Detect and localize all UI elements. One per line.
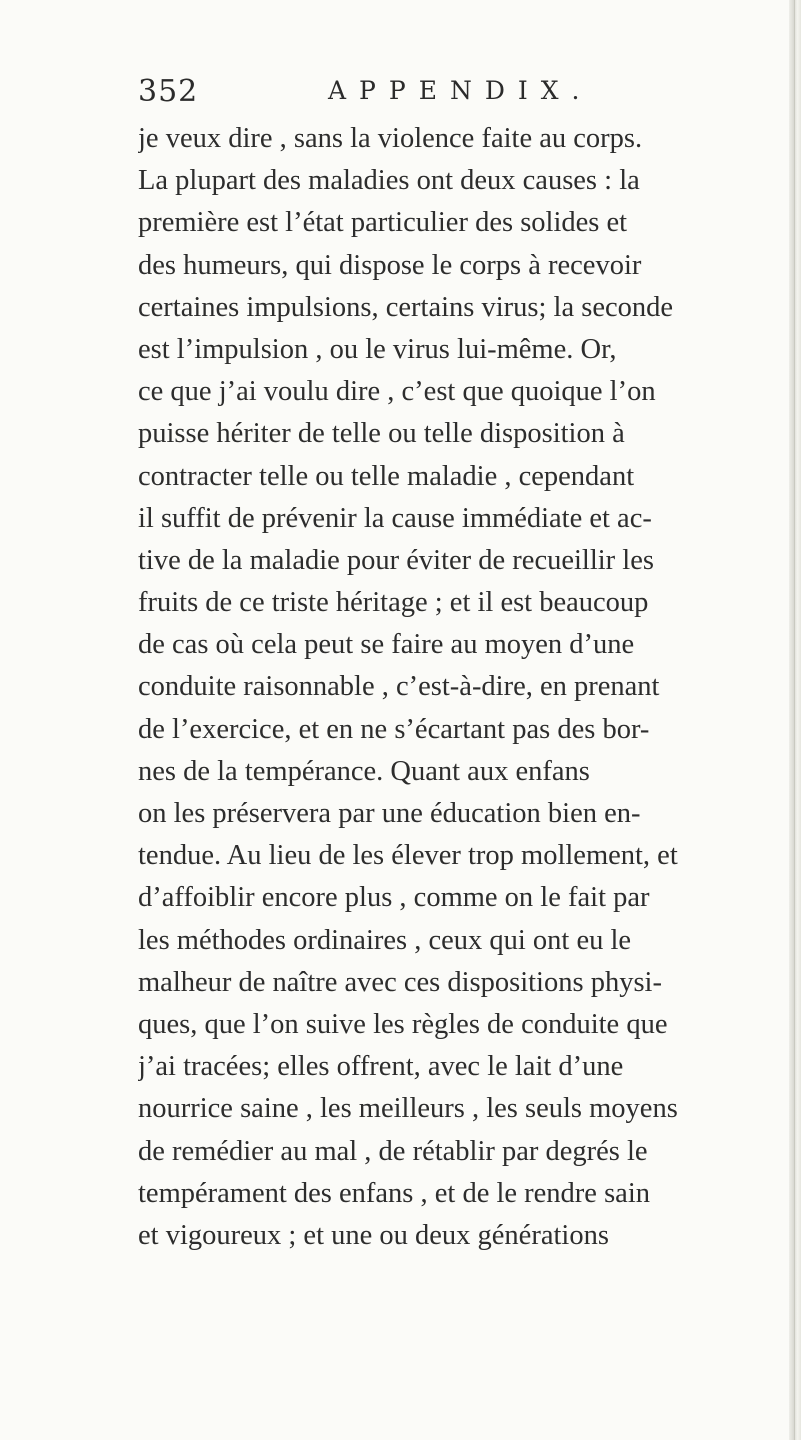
- text-line: est l’impulsion , ou le virus lui-même. Or,: [138, 333, 617, 365]
- text-line: La plupart des maladies ont deux causes : la: [138, 165, 640, 197]
- text-line: on les préservera par une éducation bien en-: [138, 798, 641, 829]
- text-line: nourrice saine , les meilleurs , les seuls moyens: [138, 1093, 678, 1125]
- page-header: [138, 74, 738, 114]
- text-line: nes de la tempérance. Quant aux enfans: [138, 755, 590, 787]
- text-line: d’affoiblir encore plus , comme on le fait par: [138, 882, 650, 914]
- text-line: ques, que l’on suive les règles de conduite que: [138, 1008, 668, 1040]
- text-line: je veux dire , sans la violence faite au corps.: [138, 123, 643, 154]
- text-line: tive de la maladie pour éviter de recueillir les: [138, 544, 654, 576]
- body-text: [138, 118, 790, 1257]
- text-line: puisse hériter de telle ou telle disposition à: [138, 418, 625, 450]
- text-line: malheur de naître avec ces dispositions physi-: [138, 966, 662, 998]
- text-line: de l’exercice, et en ne s’écartant pas des bor-: [138, 713, 650, 745]
- text-line: conduite raisonnable , c’est-à-dire, en prenant: [138, 671, 660, 703]
- text-line: contracter telle ou telle maladie , cependant: [138, 460, 635, 492]
- text-line: de remédier au mal , de rétablir par degrés le: [138, 1135, 648, 1167]
- text-line: j’ai tracées; elles offrent, avec le lait d’une: [138, 1051, 624, 1083]
- text-line: de cas où cela peut se faire au moyen d’une: [138, 629, 635, 661]
- running-head: APPENDIX.: [328, 76, 593, 105]
- text-line: tendue. Au lieu de les élever trop mollement, et: [138, 840, 678, 872]
- text-line: il suffit de prévenir la cause immédiate et ac-: [138, 502, 652, 534]
- text-line: tempérament des enfans , et de le rendre sain: [138, 1177, 650, 1209]
- gutter-edge-line: [794, 0, 795, 1440]
- page-number: 352: [138, 74, 199, 109]
- text-line: ce que j’ai voulu dire , c’est que quoique l’on: [138, 376, 656, 408]
- text-line: des humeurs, qui dispose le corps à recevoir: [138, 249, 642, 281]
- text-line: certaines impulsions, certains virus; la seconde: [138, 291, 674, 323]
- page-gutter: [789, 0, 801, 1440]
- text-line: et vigoureux ; et une ou deux générations: [138, 1219, 609, 1251]
- text-line: fruits de ce triste héritage ; et il est beaucoup: [138, 587, 649, 619]
- text-line: les méthodes ordinaires , ceux qui ont eu le: [138, 924, 632, 956]
- text-line: première est l’état particulier des solides et: [138, 207, 628, 239]
